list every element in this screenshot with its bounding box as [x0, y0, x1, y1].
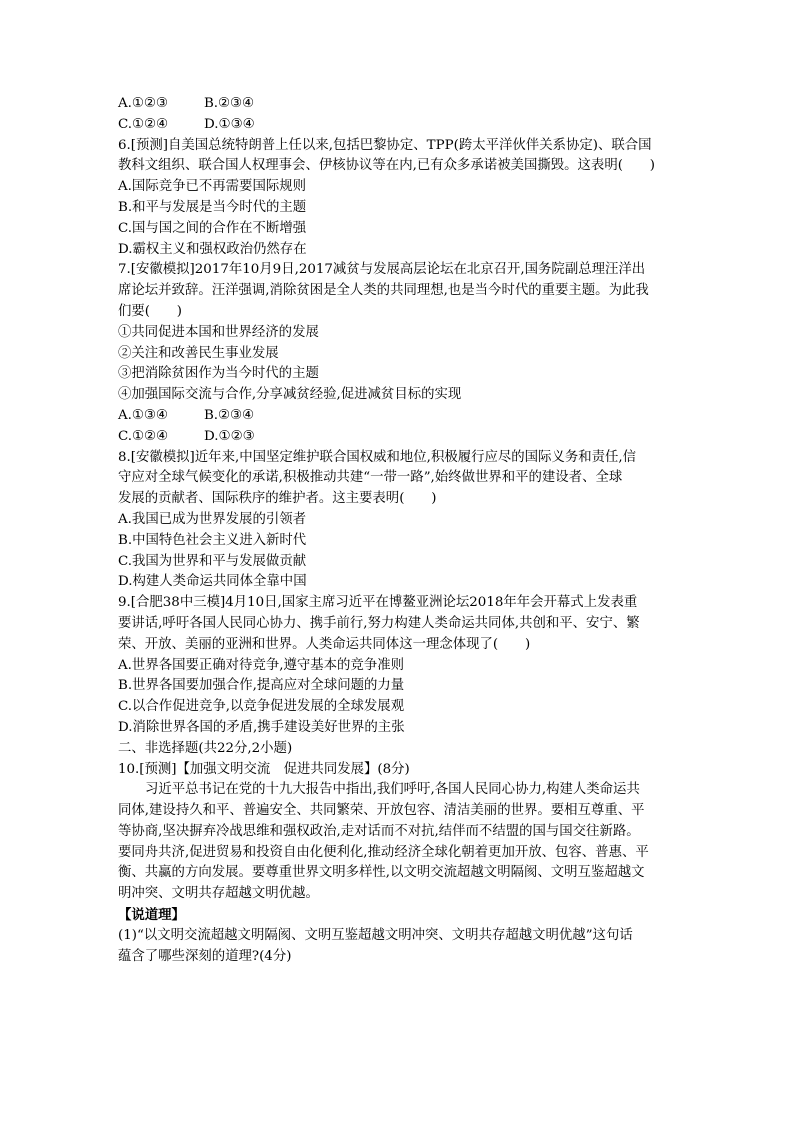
q6-option-d: D.霸权主义和强权政治仍然存在 [118, 241, 307, 257]
q5-options-line-2 [118, 115, 678, 136]
q9-stem-line-2: 要讲话,呼吁各国人民同心协力、携手前行,努力构建人类命运共同体,共创和平、安宁、繁 [118, 615, 640, 631]
q7-item-3: ③把消除贫困作为当今时代的主题 [118, 366, 319, 382]
option-c: C.①②④ [118, 116, 169, 132]
subsection-heading: 【说道理】 [118, 907, 185, 924]
q7-stem-line-3: 们要( ) [118, 303, 183, 319]
q9-option-a: A.世界各国要正确对待竞争,遵守基本的竞争准则 [118, 657, 404, 673]
section-heading: 二、非选择题(共22分,2小题) [118, 740, 293, 756]
q10-material-line-2: 同体,建设持久和平、普遍安全、共同繁荣、开放包容、清洁美丽的世界。要相互尊重、平 [118, 803, 645, 819]
q7-stem-line-1: 7.[安徽模拟]2017年10月9日,2017减贫与发展高层论坛在北京召开,国务院副总理汪洋出 [118, 262, 646, 278]
q7-options-line-1 [118, 406, 678, 427]
option-b: B.②③④ [203, 407, 255, 423]
option-d: D.①②③ [204, 428, 255, 444]
document-page [118, 94, 678, 967]
q7-item-2: ②关注和改善民生事业发展 [118, 345, 279, 361]
q9-option-d: D.消除世界各国的矛盾,携手建设美好世界的主张 [118, 719, 405, 735]
q10-material-line-5: 衡、共赢的方向发展。要尊重世界文明多样性,以文明交流超越文明隔阂、文明互鉴超越文 [118, 865, 645, 881]
q6-option-b: B.和平与发展是当今时代的主题 [118, 199, 307, 215]
q5-options-line-1 [118, 94, 678, 115]
q6-stem-line-1: 6.[预测]自美国总统特朗普上任以来,包括巴黎协定、TPP(跨太平洋伙伴关系协定)、联合国 [118, 137, 652, 153]
q8-stem-line-3: 发展的贡献者、国际秩序的维护者。这主要表明( ) [118, 491, 437, 507]
q7-item-4: ④加强国际交流与合作,分享减贫经验,促进减贫目标的实现 [118, 387, 462, 403]
q8-stem-line-1: 8.[安徽模拟]近年来,中国坚定维护联合国权威和地位,积极履行应尽的国际义务和责任,信 [118, 449, 637, 465]
q10-material-line-1: 习近平总书记在党的十九大报告中指出,我们呼吁,各国人民同心协力,构建人类命运共 [145, 782, 640, 798]
q8-option-d: D.构建人类命运共同体全靠中国 [118, 574, 307, 590]
q7-options-line-2 [118, 427, 678, 448]
q10-material-line-3: 等协商,坚决摒弃冷战思维和强权政治,走对话而不对抗,结伴而不结盟的国与国交往新路。 [118, 823, 640, 839]
q9-stem-line-1: 9.[合肥38中三模]4月10日,国家主席习近平在博鳌亚洲论坛2018年年会开幕式上发表重 [118, 595, 638, 611]
q8-option-b: B.中国特色社会主义进入新时代 [118, 532, 307, 548]
option-b: B.②③④ [203, 96, 255, 111]
q8-stem-line-2: 守应对全球气候变化的承诺,积极推动共建“一带一路”,始终做世界和平的建设者、全球 [118, 470, 623, 486]
q10-material-line-4: 要同舟共济,促进贸易和投资自由化便利化,推动经济全球化朝着更加开放、包容、普惠、平 [118, 844, 649, 860]
option-a: A.①②③ [118, 96, 168, 111]
q6-option-a: A.国际竞争已不再需要国际规则 [118, 179, 307, 195]
q10-sub1-line-2: 蕴含了哪些深刻的道理?(4分) [118, 948, 292, 964]
q9-option-c: C.以合作促进竞争,以竞争促进发展的全球发展观 [118, 699, 405, 715]
q6-option-c: C.国与国之间的合作在不断增强 [118, 220, 307, 236]
q9-stem-line-3: 荣、开放、美丽的亚洲和世界。人类命运共同体这一理念体现了( ) [118, 636, 531, 652]
q8-option-c: C.我国为世界和平与发展做贡献 [118, 553, 307, 569]
option-d: D.①③④ [204, 116, 255, 132]
q10-title: 10.[预测]【加强文明交流 促进共同发展】(8分) [118, 761, 410, 777]
q6-stem-line-2: 教科文组织、联合国人权理事会、伊核协议等在内,已有众多承诺被美国撕毁。这表明( ) [118, 158, 655, 174]
q10-material-line-6: 明冲突、文明共存超越文明优越。 [118, 886, 319, 902]
q7-item-1: ①共同促进本国和世界经济的发展 [118, 324, 319, 340]
q10-sub1-line-1: (1)“以文明交流超越文明隔阂、文明互鉴超越文明冲突、文明共存超越文明优越”这句话 [118, 927, 633, 943]
q8-option-a: A.我国已成为世界发展的引领者 [118, 511, 307, 527]
option-c: C.①②④ [118, 428, 169, 444]
q9-option-b: B.世界各国要加强合作,提高应对全球问题的力量 [118, 678, 405, 694]
q7-stem-line-2: 席论坛并致辞。汪洋强调,消除贫困是全人类的共同理想,也是当今时代的重要主题。为此我 [118, 283, 649, 299]
option-a: A.①③④ [118, 407, 168, 423]
